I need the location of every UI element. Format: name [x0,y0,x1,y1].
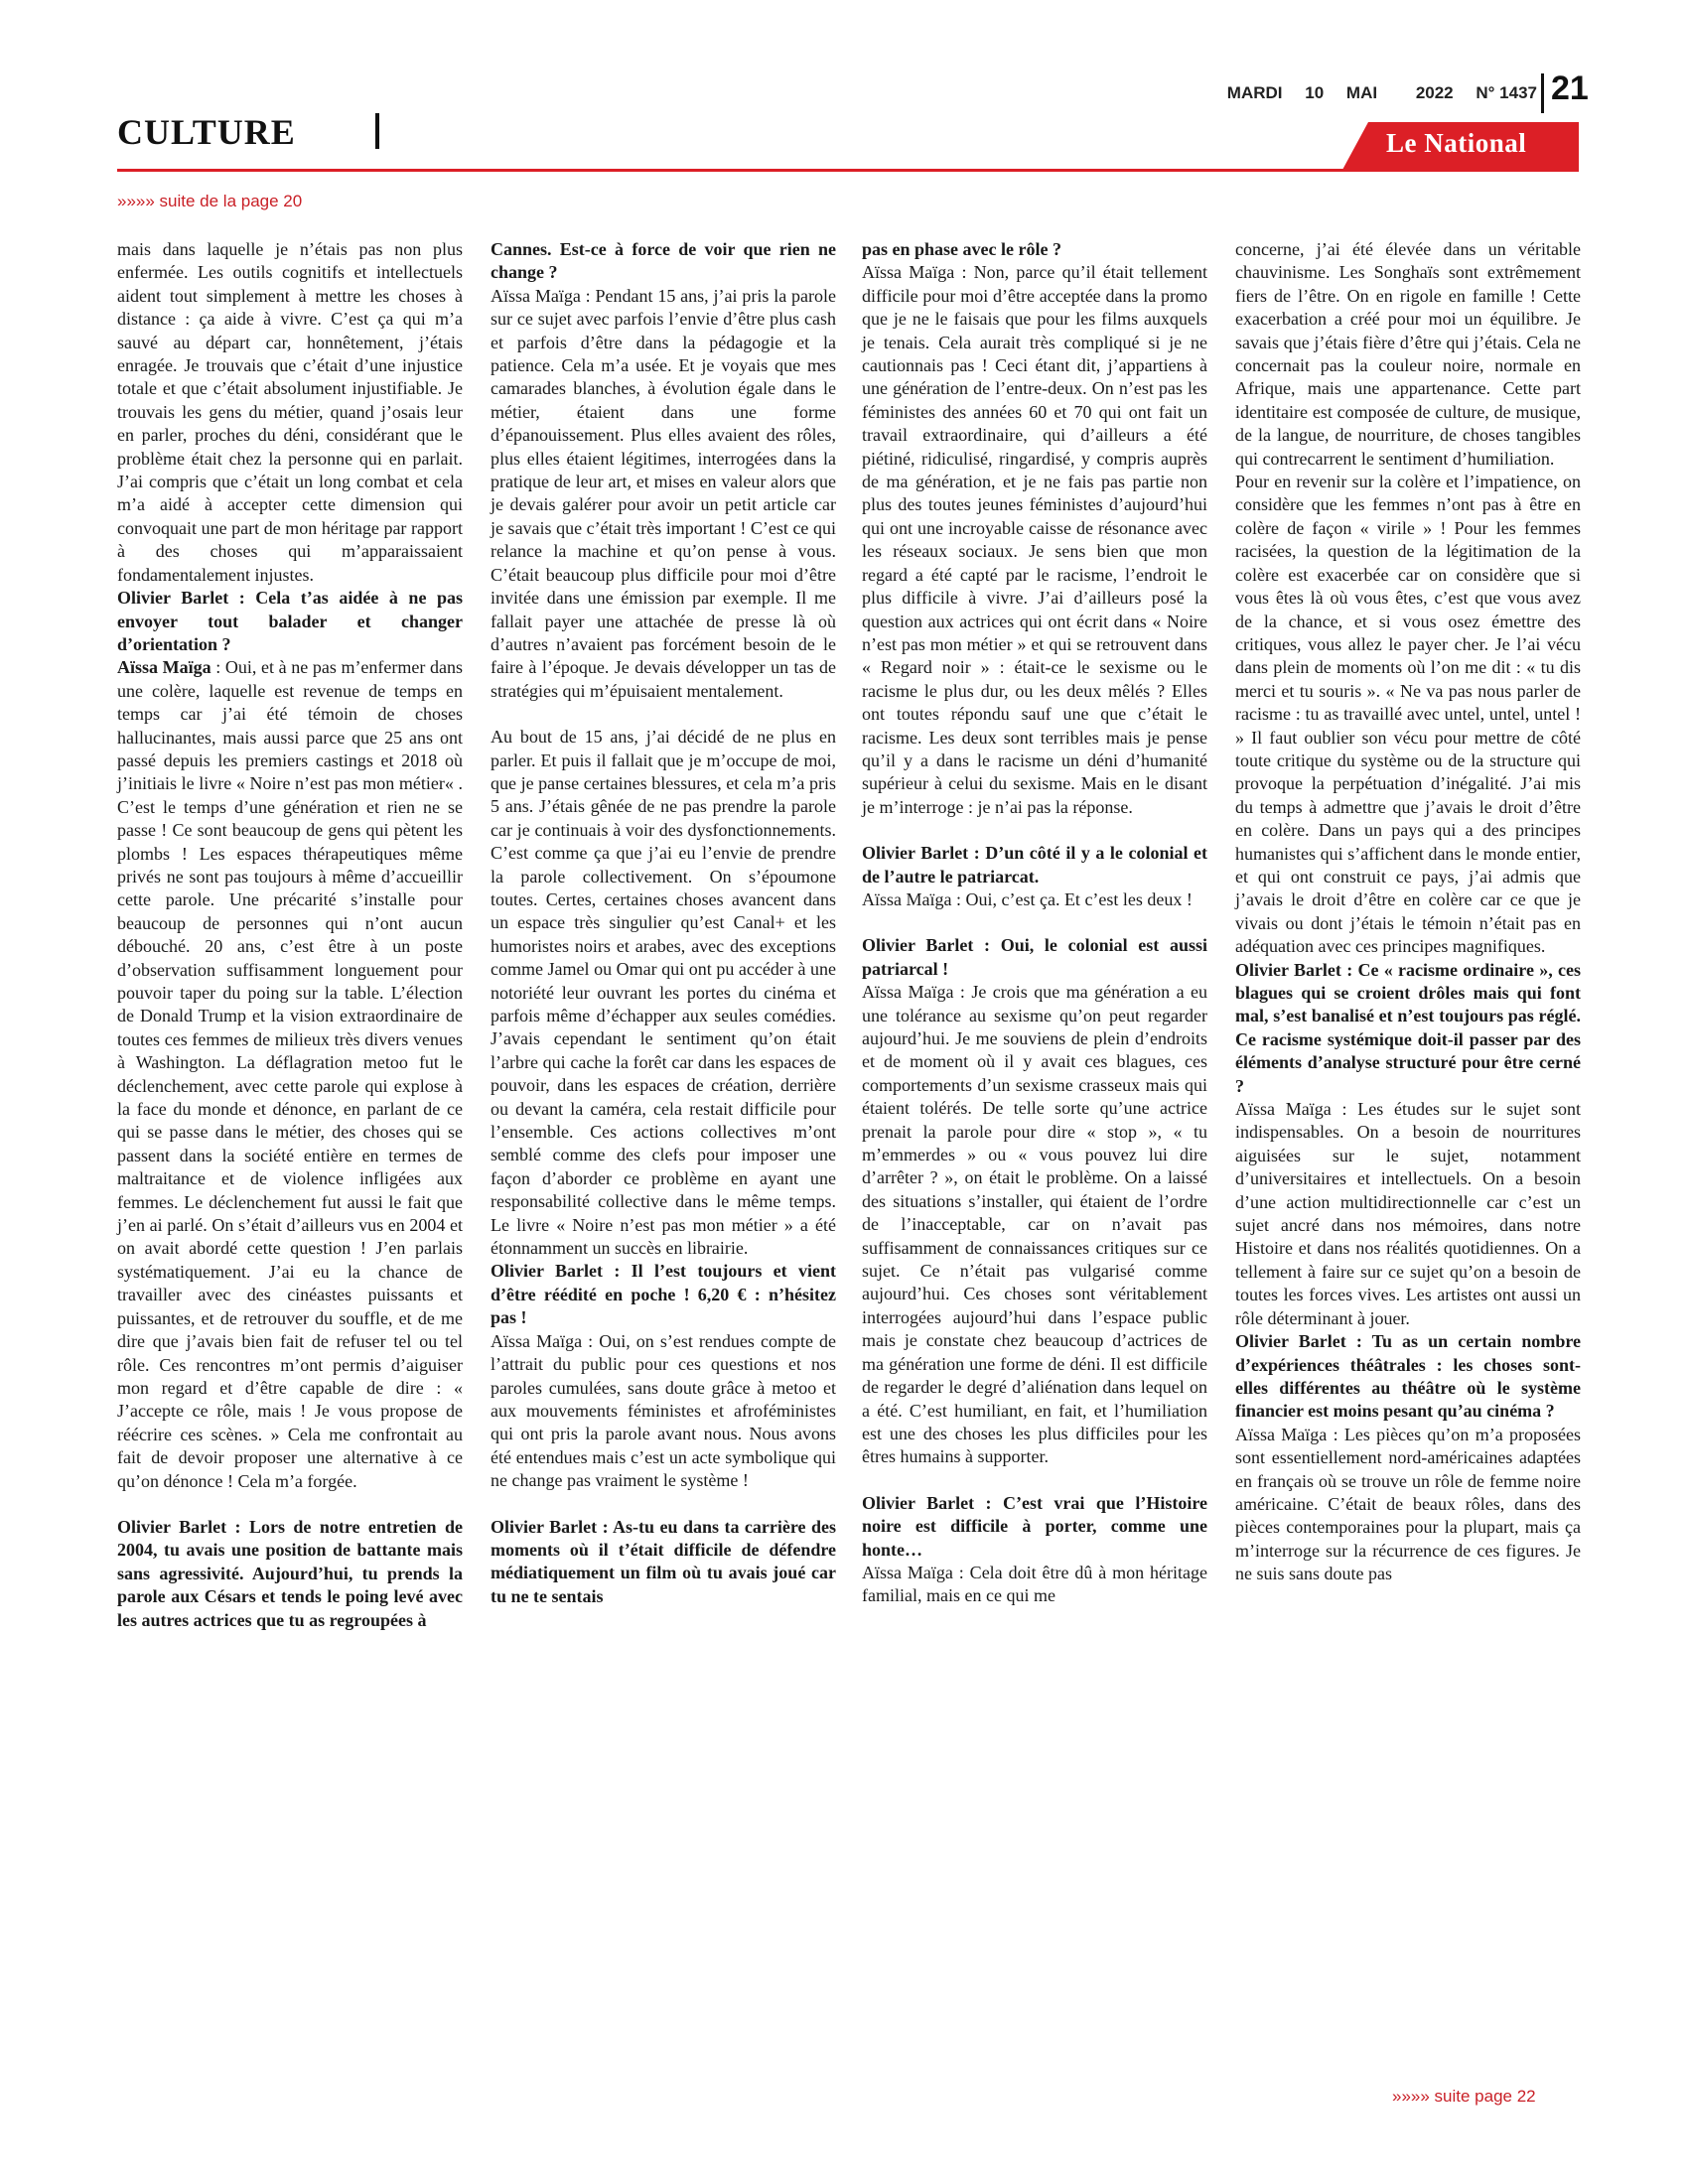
interview-answer [117,656,463,1493]
article-paragraph: Aïssa Maïga : Oui, on s’est rendues compte de l’attrait du public pour ces questions et nos paroles cumulées, sans doute grâce à metoo et aux mouvements féministes et afroféministes qui ont pris la parole avant nous. Nous avons été entendues mais c’est un acte symbolique qui ne change pas vraiment le système ! [491,1330,836,1491]
article-paragraph: mais dans laquelle je n’étais pas non plus enfermée. Les outils cognitifs et intellectuels aident tout simplement à mettre les choses à distance : ça aide à vivre. C’est ça qui m’a sauvé au départ car, honnêtement, j’étais enragée. Je trouvais que c’était d’une injustice totale et que c’était absolument injustifiable. Je trouvais les gens du métier, quand j’osais leur en parler, proches du déni, considérant que le problème était chez la personne qui en parlait. J’ai compris que c’était un long combat et cela m’a aidé à accepter cette dimension qui convoquait une part de mon héritage par rapport à des choses qui m’apparaissaient fondamentalement injustes. [117,239,463,585]
section-divider [375,113,379,149]
date-month: MAI [1345,83,1378,102]
section-title: CULTURE [117,112,296,152]
article-paragraph: Aïssa Maïga : Les études sur le sujet sont indispensables. On a besoin de nourritures aiguisées sur le sujet, notamment d’universitaires et intellectuels. On a besoin d’une action multidirectionnelle car c’est un sujet ancré dans nos mémoires, dans notre Histoire et dans nos réalités quotidiennes. On a tellement à faire sur ce sujet qu’on a besoin de toutes les forces vives. Les artistes ont aussi un rôle déterminant à jouer. [1235,1099,1581,1328]
article-paragraph: Aïssa Maïga : Je crois que ma génération a eu une tolérance au sexisme qu’on peut regarder aujourd’hui. Je me souviens de plein d’endroits et de moment où il y avait ces blagues, ces comportements d’un sexisme crasseux mais qui étaient tolérés. De telle sorte qu’une actrice prenait la parole pour dire « stop », « tu m’emmerdes » ou « vous pouvez lui dire d’arrêter ? », on était le problème. On a laissé des situations s’installer, qui étaient de l’ordre de l’inacceptable, car on n’avait pas suffisamment de connaissances critiques sur ce sujet. Ce n’était pas vulgarisé comme aujourd’hui. Ces choses sont véritablement interrogées aujourd’hui dans l’espace public mais je constate chez beaucoup d’actrices de ma génération une forme de déni. Il est difficile de regarder le degré d’aliénation dans lequel on a été. C’est humiliant, en fait, et l’humiliation est une des choses les plus difficiles pour les êtres humains à supporter. [862,982,1207,1467]
article-paragraph: Aïssa Maïga : Cela doit être dû à mon héritage familial, mais en ce qui me [862,1562,1207,1606]
answer-text: : Oui, et à ne pas m’enfermer dans une colère, laquelle est revenue de temps en temps car j’ai été témoin de choses hallucinantes, mais aussi parce que 25 ans ont passé depuis les premiers castings et 2018 où j’initiais le livre « Noire n’est pas mon métier« . C’est le temps d’une génération et rien ne se passe ! Ce sont beaucoup de gens qui pètent les plombs ! Les espaces thérapeutiques même privés ne sont pas toujours à même d’accueillir cette parole. Une précarité s’installe pour beaucoup de personnes qui n’ont aucun débouché. 20 ans, c’est être à un poste d’observation suffisamment longuement pour pouvoir taper du poing sur la table. L’élection de Donald Trump et la vision extraordinaire de toutes ces femmes de milieux très divers venues à Washington. La déflagration metoo fut le déclenchement, avec cette parole qui explose à la face du monde et dénonce, en parlant de ce qui se passe dans le métier, des choses qui se passent dans la société entière en termes de maltraitance et de violence infligées aux femmes. Le déclenchement fut aussi le fait que j’en ai parlé. On s’était d’ailleurs vus en 2004 et on avait abordé cette question ! J’en parlais systématiquement. J’ai eu la chance de travailler avec des cinéastes puissants et puissantes, et de retrouver du souffle, et de me dire que j’avais bien fait de refuser tel ou tel rôle. Ces rencontres m’ont permis d’aiguiser mon regard et d’être capable de dire : « J’accepte ce rôle, mais ! Je vous propose de réécrire ces scènes. » Cela me confrontait au fait de devoir proposer une alternative à ce qu’on dénonce ! Cela m’a forgée. [117,657,464,1491]
article-paragraph: concerne, j’ai été élevée dans un véritable chauvinisme. Les Songhaïs sont extrêmement fiers de l’être. On en rigole en famille ! Cette exacerbation a créé pour moi un équilibre. Je savais que j’étais fière d’être qui j’étais. Cela ne concernait pas la couleur noire, normale en Afrique, mais une appartenance. Cette part identitaire est composée de culture, de musique, de la langue, de nourriture, de choses tangibles qui contrecarrent le sentiment d’humiliation. [1235,239,1581,469]
interview-question: Olivier Barlet : D’un côté il y a le colonial et de l’autre le patriarcat. [862,843,1207,887]
interview-question: Olivier Barlet : C’est vrai que l’Histoire noire est difficile à porter, comme une honte… [862,1492,1207,1560]
interview-question: Olivier Barlet : Lors de notre entretien de 2004, tu avais une position de battante mais sans agressivité. Aujourd’hui, tu prends la parole aux Césars et tends le poing levé avec les autres actrices que tu as regroupées à [117,1516,463,1630]
article-column-1 [117,238,463,1632]
article-paragraph: Aïssa Maïga : Non, parce qu’il était tellement difficile pour moi d’être acceptée dans la promo que je ne le faisais que pour les films auxquels je tenais. Cela aurait très compliqué si je ne cautionnais pas ! Ceci étant dit, j’appartiens à une génération de l’entre-deux. On n’est pas les féministes des années 60 et 70 qui ont fait un travail extraordinaire, qui d’ailleurs a été piétiné, ridiculisé, ringardisé, y compris auprès de ma génération, et je ne fais pas partie non plus des toutes jeunes féministes d’aujourd’hui qui ont une incroyable caisse de résonance avec les réseaux sociaux. Je sens bien que mon regard a été capté par le racisme, l’endroit le plus difficile à vivre. J’ai d’ailleurs posé la question aux actrices qui ont écrit dans « Noire n’est pas mon métier » et qui se retrouvent dans « Regard noir » : était-ce le sexisme ou le racisme le plus dur, ou les deux mêlés ? Elles ont toutes répondu sauf une que c’était le racisme. Les deux sont terribles mais je pense qu’il y a dans le racisme un déni d’humanité supérieur à celui du sexisme. Mais en le disant je m’interroge : je n’ai pas la réponse. [862,262,1207,817]
dateline [1209,83,1537,103]
article-paragraph: Aïssa Maïga : Oui, c’est ça. Et c’est les deux ! [862,888,1193,909]
article-paragraph: Au bout de 15 ans, j’ai décidé de ne plus en parler. Et puis il fallait que je m’occupe de moi, que je panse certaines blessures, et cela m’a pris 5 ans. J’étais gênée de ne pas prendre la parole car je continuais à voir des dysfonctionnements. C’est comme ça que j’ai eu l’envie de prendre la parole collectivement. On s’époumone toutes. Certes, certaines choses avancent dans un espace très singulier qu’est Canal+ et les humoristes noirs et arabes, avec des exceptions comme Jamel ou Omar qui ont pu accéder à une notoriété leur ouvrant les portes du cinéma et parfois même d’échapper aux seules comédies. J’avais cependant le sentiment qu’on était l’arbre qui cache la forêt car dans les espaces de pouvoir, dans les espaces de création, derrière ou devant la caméra, cela restait difficile pour l’ensemble. Ces actions collectives m’ont semblé comme des clefs pour imposer une façon d’aborder ce problème en ayant une responsabilité collective dans le même temps. Le livre « Noire n’est pas mon métier » a été étonnamment un succès en librairie. [491,727,836,1259]
interview-question: Olivier Barlet : Cela t’as aidée à ne pas envoyer tout balader et changer d’orientation ? [117,588,463,654]
interview-question: pas en phase avec le rôle ? [862,239,1061,259]
article-paragraph: Pour en revenir sur la colère et l’impatience, on considère que les femmes n’ont pas à être en colère de façon « virile » ! Pour les femmes racisées, la question de la légitimation de la colère est exacerbée car on considère que si vous êtes là où vous êtes, c’est que vous avez de la chance, et si vous osez émettre des critiques, vous allez le payer cher. Je l’ai vécu dans plein de moments où l’on me dit : « tu dis merci et tu souris ». « Ne va pas nous parler de racisme : tu as travaillé avec untel, untel, untel ! » Il faut oublier son vécu pour mettre de côté toute critique du système ou de la structure qui provoque la perpétuation d’inégalité. J’ai mis du temps à admettre que j’avais le droit d’être en colère. Dans un pays qui a des principes humanistes qui s’affichent dans le monde entier, et qui ont construit ce pays, j’ai admis que j’avais le droit d’être en colère car ce que je vivais ou dont j’étais le témoin n’était pas en adéquation avec ces principes magnifiques. [1235,472,1581,957]
interview-question: Olivier Barlet : Tu as un certain nombre d’expériences théâtrales : les choses sont-elles différentes au théâtre où le système financier est moins pesant qu’au cinéma ? [1235,1331,1581,1422]
page-number-divider [1541,73,1544,113]
continued-from-link[interactable]: »»»» suite de la page 20 [117,192,303,210]
header-rule [117,169,1579,172]
issue-number: N° 1437 [1476,83,1537,102]
interview-question: Cannes. Est-ce à force de voir que rien ne change ? [491,239,836,283]
date-day: 10 [1305,83,1325,102]
speaker-name: Aïssa Maïga [117,657,211,678]
article-column-2 [491,238,836,1608]
interview-question: Olivier Barlet : Ce « racisme ordinaire », ces blagues qui se croient drôles mais qui font mal, s’est banalisé et n’est toujours pas réglé. Ce racisme systémique doit-il passer par des éléments d’analyse structuré pour être cerné ? [1235,959,1581,1096]
page-number: 21 [1551,69,1589,107]
newspaper-name: Le National [1386,128,1527,158]
article-paragraph: Aïssa Maïga : Les pièces qu’on m’a proposées sont essentiellement nord-américaines adaptées en français où se trouve un rôle de femme noire américaine. C’était de beaux rôles, dans des pièces contemporaines pour la plupart, mais ça m’interroge sur la récurrence de ces figures. Je ne suis sans doute pas [1235,1424,1581,1584]
article-column-3 [862,238,1207,1608]
interview-question: Olivier Barlet : Il l’est toujours et vient d’être réédité en poche ! 6,20 € : n’hésitez pas ! [491,1261,836,1328]
date-year: 2022 [1415,83,1454,102]
interview-question: Olivier Barlet : Oui, le colonial est aussi patriarcal ! [862,935,1207,979]
article-column-4 [1235,238,1581,1586]
interview-question: Olivier Barlet : As-tu eu dans ta carrière des moments où il t’était difficile de défendre médiatiquement un film où tu avais joué car tu ne te sentais [491,1516,836,1606]
article-paragraph: Aïssa Maïga : Pendant 15 ans, j’ai pris la parole sur ce sujet avec parfois l’envie d’être plus cash et parfois d’être dans la pédagogie et la patience. Cela m’a usée. Et je voyais que mes camarades blanches, à évolution égale dans le métier, étaient dans une forme d’épanouissement. Plus elles avaient des rôles, plus elles étaient légitimes, interrogées dans la pratique de leur art, et mises en valeur alors que je devais galérer pour avoir un petit article car je savais que c’était très important ! C’est ce qui relance la machine et qu’on pense à vous. C’était beaucoup plus difficile pour moi d’être invitée dans une émission par exemple. Il me fallait payer une attachée de presse là où d’autres n’avaient pas forcément besoin de le faire à l’époque. Je devais développer un tas de stratégies qui m’épuisaient mentalement. [491,285,836,701]
continued-to-link[interactable]: »»»» suite page 22 [1392,2087,1536,2106]
date-weekday: MARDI [1226,83,1283,102]
